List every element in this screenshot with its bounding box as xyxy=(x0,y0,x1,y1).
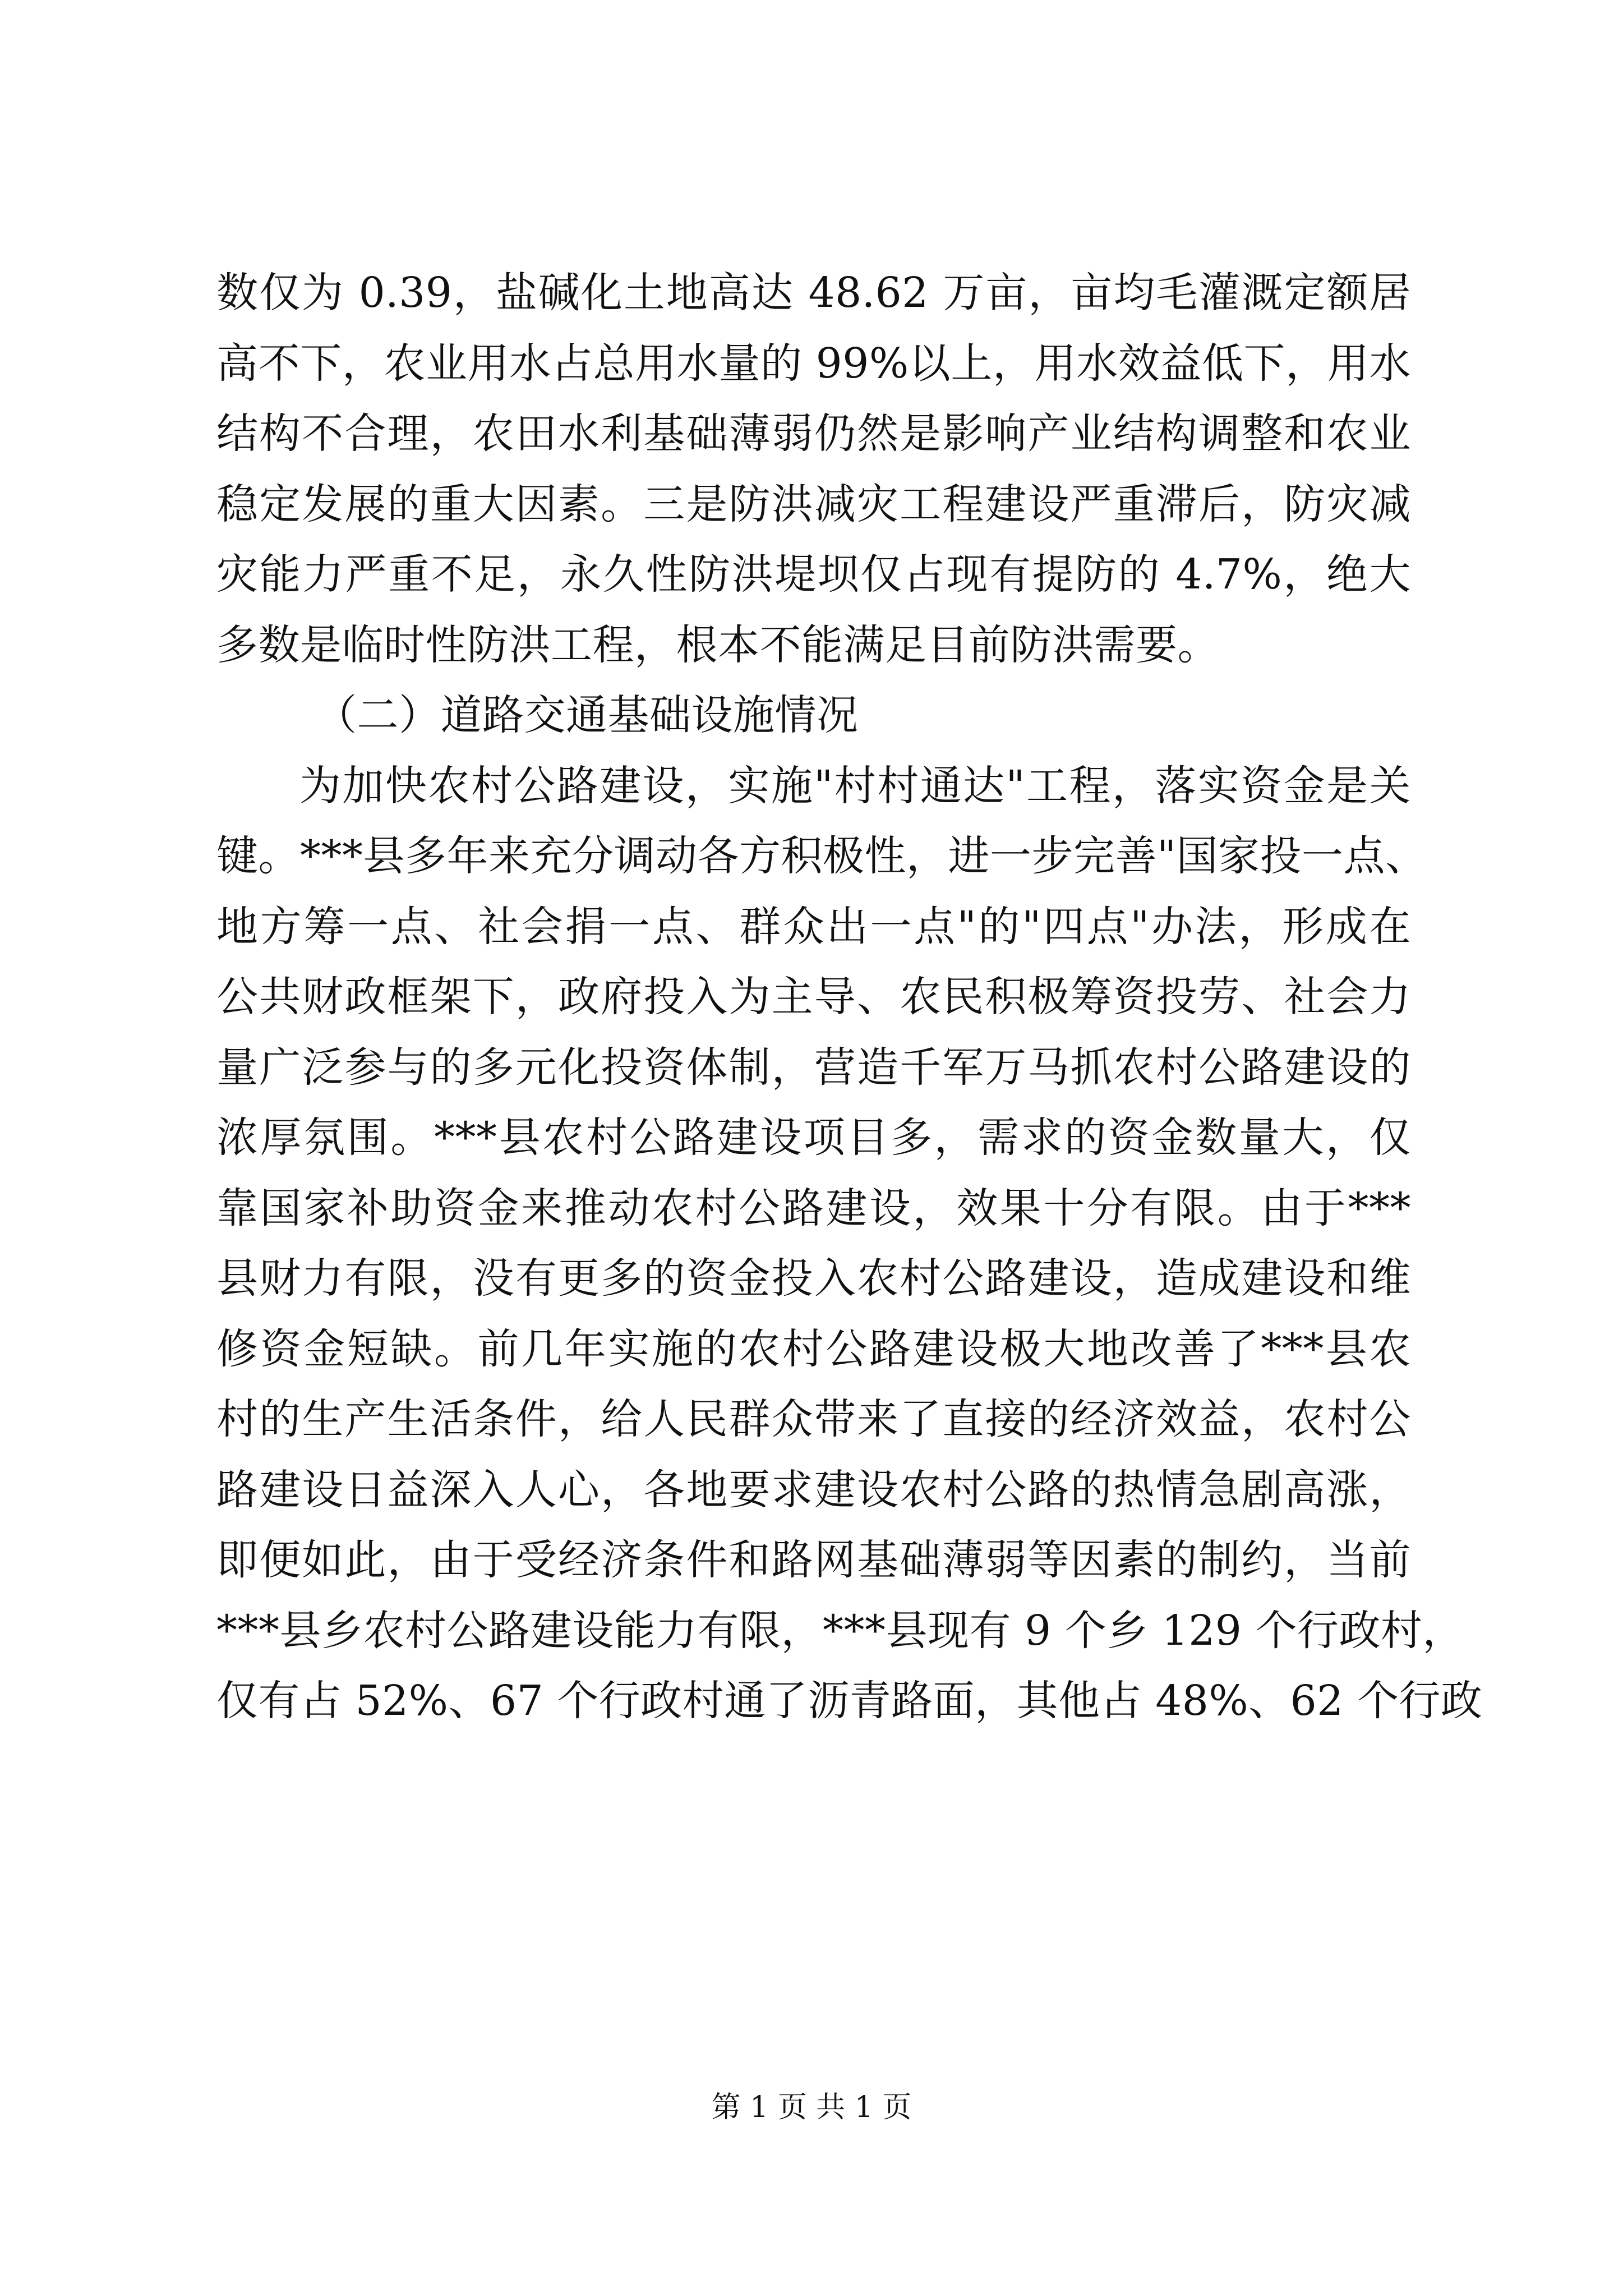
text-line: 仅有占 52%、67 个行政村通了沥青路面，其他占 48%、62 个行政 xyxy=(216,1677,1483,1725)
text-line: 即便如此，由于受经济条件和路网基础薄弱等因素的制约，当前 xyxy=(216,1536,1411,1584)
text-line: 数仅为 0.39，盐碱化土地高达 48.62 万亩，亩均毛灌溉定额居 xyxy=(216,269,1411,317)
text-line: 路建设日益深入人心，各地要求建设农村公路的热情急剧高涨， xyxy=(216,1465,1411,1514)
text-line: 量广泛参与的多元化投资体制，营造千军万马抓农村公路建设的 xyxy=(216,1043,1411,1092)
document-body xyxy=(216,258,1483,1737)
page-footer: 第 1 页 共 1 页 xyxy=(711,2091,912,2124)
text-line: 多数是临时性防洪工程，根本不能满足目前防洪需要。 xyxy=(216,620,1219,669)
text-line: 结构不合理，农田水利基础薄弱仍然是影响产业结构调整和农业 xyxy=(216,409,1411,458)
text-line: 高不下，农业用水占总用水量的 99%以上，用水效益低下，用水 xyxy=(216,339,1411,388)
text-line: 县财力有限，没有更多的资金投入农村公路建设，造成建设和维 xyxy=(216,1254,1411,1303)
text-line: 稳定发展的重大因素。三是防洪减灾工程建设严重滞后，防灾减 xyxy=(216,480,1411,528)
text-line: 修资金短缺。前几年实施的农村公路建设极大地改善了***县农 xyxy=(216,1324,1411,1373)
text-line: ***县乡农村公路建设能力有限，***县现有 9 个乡 129 个行政村， xyxy=(216,1606,1464,1655)
text-line: 浓厚氛围。***县农村公路建设项目多，需求的资金数量大，仅 xyxy=(216,1114,1411,1162)
text-line: 地方筹一点、社会捐一点、群众出一点"的"四点"办法，形成在 xyxy=(216,902,1411,951)
text-line: 村的生产生活条件，给人民群众带来了直接的经济效益，农村公 xyxy=(216,1395,1411,1443)
text-line: 靠国家补助资金来推动农村公路建设，效果十分有限。由于*** xyxy=(216,1184,1411,1232)
section-heading: （二）道路交通基础设施情况 xyxy=(315,691,859,739)
text-line: 键。***县多年来充分调动各方积极性，进一步完善"国家投一点、 xyxy=(216,832,1427,880)
text-line: 公共财政框架下，政府投入为主导、农民积极筹资投劳、社会力 xyxy=(216,973,1411,1021)
text-line: 为加快农村公路建设，实施"村村通达"工程，落实资金是关 xyxy=(299,761,1411,810)
text-line: 灾能力严重不足，永久性防洪堤坝仅占现有提防的 4.7%，绝大 xyxy=(216,550,1411,599)
